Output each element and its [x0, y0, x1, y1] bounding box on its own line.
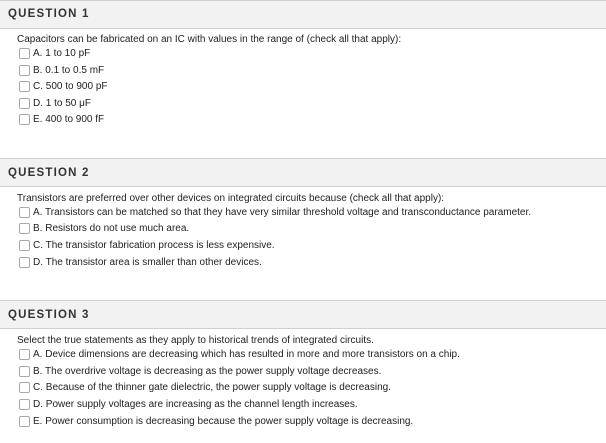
option-label: B. Resistors do not use much area. [33, 223, 190, 234]
question-1-option-c[interactable] [19, 80, 108, 93]
option-label: B. 0.1 to 0.5 mF [33, 65, 105, 76]
question-2-title: QUESTION 2 [8, 167, 90, 179]
option-label: B. The overdrive voltage is decreasing as the power supply voltage decreases. [33, 366, 382, 377]
option-label: D. 1 to 50 μF [33, 98, 92, 109]
question-3-option-c[interactable] [19, 381, 391, 394]
checkbox[interactable] [19, 81, 30, 92]
question-1-option-e[interactable] [19, 113, 104, 126]
question-2-header-divider [0, 186, 606, 187]
checkbox[interactable] [19, 223, 30, 234]
question-3-prompt: Select the true statements as they apply to historical trends of integrated circuits. [17, 335, 374, 346]
checkbox[interactable] [19, 48, 30, 59]
question-1-title: QUESTION 1 [8, 8, 90, 20]
question-3-option-e[interactable] [19, 415, 413, 428]
checkbox[interactable] [19, 416, 30, 427]
question-1-header [0, 1, 606, 28]
question-2-option-c[interactable] [19, 239, 275, 252]
question-3-option-d[interactable] [19, 398, 358, 411]
option-label: E. Power consumption is decreasing because the power supply voltage is decreasing. [33, 416, 414, 427]
question-1-option-b[interactable] [19, 64, 104, 77]
question-2-option-a[interactable] [19, 206, 531, 219]
question-2-header [0, 159, 606, 186]
checkbox[interactable] [19, 207, 30, 218]
option-label: A. 1 to 10 pF [33, 48, 91, 59]
question-1-prompt: Capacitors can be fabricated on an IC with values in the range of (check all that apply): [17, 34, 402, 45]
option-label: C. Because of the thinner gate dielectric, the power supply voltage is decreasing. [33, 382, 391, 393]
checkbox[interactable] [19, 114, 30, 125]
question-1-option-d[interactable] [19, 97, 91, 110]
question-3-option-a[interactable] [19, 348, 460, 361]
option-label: A. Device dimensions are decreasing which has resulted in more and more transistors on a chip. [33, 349, 460, 360]
question-2-option-b[interactable] [19, 222, 189, 235]
question-2-option-d[interactable] [19, 256, 262, 269]
option-label: D. Power supply voltages are increasing as the channel length increases. [33, 399, 358, 410]
question-3-title: QUESTION 3 [8, 309, 90, 321]
option-label: C. 500 to 900 pF [33, 81, 108, 92]
checkbox[interactable] [19, 382, 30, 393]
checkbox[interactable] [19, 349, 30, 360]
option-label: E. 400 to 900 fF [33, 114, 105, 125]
question-3-header [0, 301, 606, 328]
option-label: D. The transistor area is smaller than other devices. [33, 257, 262, 268]
question-3-option-b[interactable] [19, 365, 381, 378]
option-label: A. Transistors can be matched so that they have very similar threshold voltage and transconductance parameter. [33, 207, 532, 218]
checkbox[interactable] [19, 240, 30, 251]
checkbox[interactable] [19, 98, 30, 109]
checkbox[interactable] [19, 399, 30, 410]
checkbox[interactable] [19, 65, 30, 76]
option-label: C. The transistor fabrication process is less expensive. [33, 240, 275, 251]
question-2-prompt: Transistors are preferred over other devices on integrated circuits because (check all that apply): [17, 193, 445, 204]
question-1-header-divider [0, 28, 606, 29]
question-1-option-a[interactable] [19, 47, 90, 60]
checkbox[interactable] [19, 366, 30, 377]
checkbox[interactable] [19, 257, 30, 268]
question-3-header-divider [0, 328, 606, 329]
